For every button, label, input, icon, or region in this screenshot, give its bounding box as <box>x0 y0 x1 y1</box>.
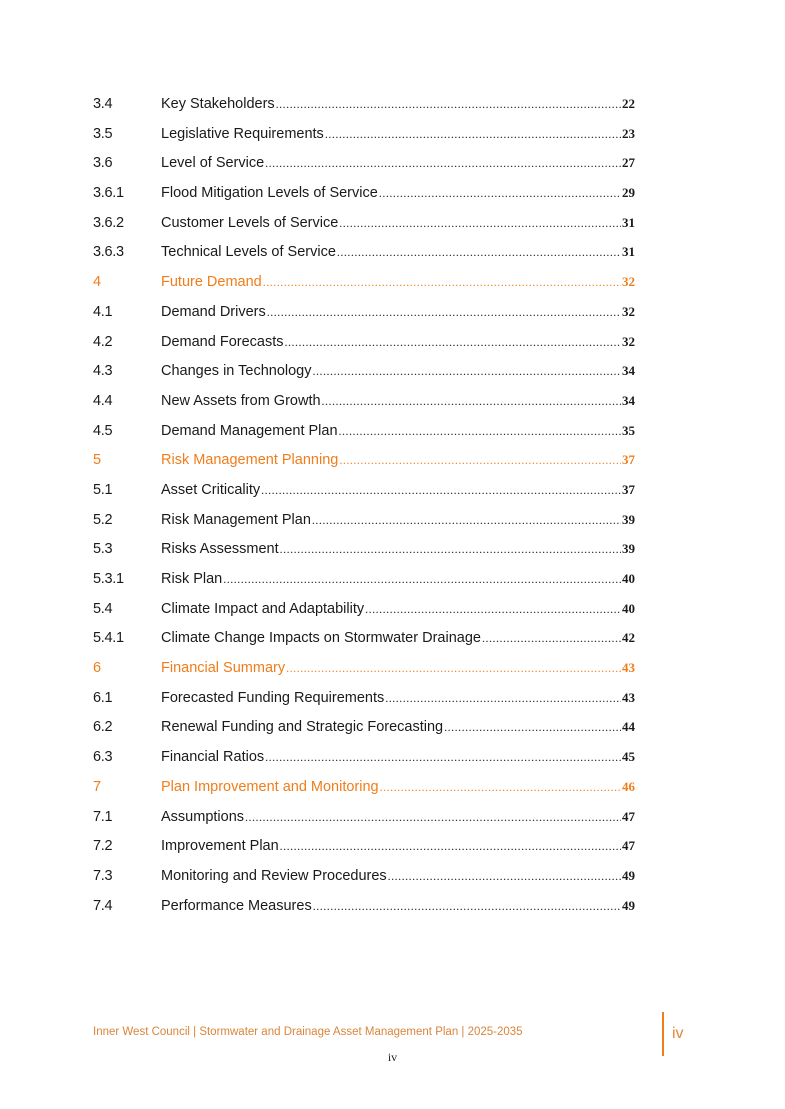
toc-entry-page[interactable]: 32 <box>622 333 635 349</box>
toc-entry-number: 4.5 <box>93 422 113 439</box>
toc-entry[interactable] <box>93 749 635 779</box>
toc-entry-number: 7 <box>93 778 101 795</box>
toc-entry-number: 3.4 <box>93 96 113 112</box>
toc-entry-title[interactable]: Legislative Requirements <box>161 125 324 142</box>
toc-entry-number: 5.2 <box>93 511 113 528</box>
toc-entry-title[interactable]: Forecasted Funding Requirements <box>161 689 385 706</box>
toc-entry[interactable] <box>93 244 635 274</box>
dot-leader <box>312 513 621 528</box>
toc-entry-page[interactable]: 45 <box>622 749 635 765</box>
toc-entry-page[interactable]: 47 <box>622 838 635 854</box>
toc-entry-number: 7.4 <box>93 897 113 914</box>
toc-entry[interactable] <box>93 809 635 839</box>
dot-leader <box>444 720 621 735</box>
dot-leader <box>280 542 621 557</box>
toc-entry-title[interactable]: Risk Plan <box>161 571 223 587</box>
toc-entry[interactable] <box>93 155 635 185</box>
toc-entry-title[interactable]: Renewal Funding and Strategic Forecasting <box>161 719 444 736</box>
toc-entry[interactable] <box>93 96 635 126</box>
toc-entry-page[interactable]: 49 <box>622 897 635 913</box>
toc-entry-number: 5 <box>93 452 101 469</box>
toc-entry-page[interactable]: 40 <box>622 600 635 616</box>
toc-chapter-entry[interactable] <box>93 660 635 690</box>
toc-entry[interactable] <box>93 601 635 631</box>
toc-entry-number: 4.4 <box>93 392 113 409</box>
toc-entry[interactable] <box>93 363 635 393</box>
toc-entry[interactable] <box>93 393 635 423</box>
dot-leader <box>380 780 621 795</box>
toc-entry-number: 3.6.2 <box>93 214 124 231</box>
dot-leader <box>280 839 621 854</box>
toc-chapter-entry[interactable] <box>93 779 635 809</box>
toc-entry-page[interactable]: 32 <box>622 303 635 319</box>
dot-leader <box>337 245 621 260</box>
toc-entry-title[interactable]: Level of Service <box>161 155 265 172</box>
dot-leader <box>322 394 621 409</box>
toc-entry-title[interactable]: Monitoring and Review Procedures <box>161 867 387 884</box>
toc-entry-number: 3.6.3 <box>93 244 124 261</box>
toc-entry-number: 4.3 <box>93 363 113 380</box>
toc-entry-page[interactable]: 47 <box>622 808 635 824</box>
toc-entry-title[interactable]: Risk Management Plan <box>161 511 311 528</box>
toc-entry-page[interactable]: 23 <box>622 125 635 141</box>
toc-entry-title[interactable]: Improvement Plan <box>161 838 279 855</box>
toc-entry-title[interactable]: Plan Improvement and Monitoring <box>161 778 379 795</box>
dot-leader <box>379 186 621 201</box>
toc-entry-number: 5.4 <box>93 600 113 617</box>
toc-entry-title[interactable]: New Assets from Growth <box>161 392 321 409</box>
dot-leader <box>286 661 621 676</box>
toc-entry[interactable] <box>93 482 635 512</box>
toc-entry-page[interactable]: 34 <box>622 392 635 408</box>
toc-entry[interactable] <box>93 334 635 364</box>
toc-entry-title[interactable]: Performance Measures <box>161 897 312 914</box>
toc-entry-number: 6 <box>93 660 101 677</box>
toc-entry-title[interactable]: Risk Management Planning <box>161 452 339 469</box>
toc-entry-page[interactable]: 40 <box>622 571 635 586</box>
dot-leader <box>265 750 621 765</box>
toc-entry-page[interactable]: 27 <box>622 155 635 171</box>
toc-chapter-entry[interactable] <box>93 274 635 304</box>
toc-entry[interactable] <box>93 630 635 660</box>
dot-leader <box>388 869 621 884</box>
toc-entry-title[interactable]: Assumptions <box>161 808 245 825</box>
dot-leader <box>285 335 622 350</box>
toc-entry-number: 6.2 <box>93 719 113 736</box>
toc-entry-page[interactable]: 31 <box>622 214 635 230</box>
toc-entry[interactable] <box>93 126 635 156</box>
dot-leader <box>276 97 621 112</box>
toc-entry-title[interactable]: Financial Summary <box>161 660 286 677</box>
toc-entry[interactable] <box>93 541 635 571</box>
toc-entry[interactable] <box>93 868 635 898</box>
toc-entry-number: 4.1 <box>93 303 113 320</box>
toc-entry-page[interactable]: 43 <box>622 689 635 705</box>
dot-leader <box>313 899 621 914</box>
toc-entry-page[interactable]: 22 <box>622 96 635 111</box>
toc-entry-title[interactable]: Customer Levels of Service <box>161 214 339 231</box>
toc-entry[interactable] <box>93 423 635 453</box>
toc-entry-title[interactable]: Asset Criticality <box>161 481 261 498</box>
toc-entry-number: 4.2 <box>93 333 113 350</box>
toc-entry-number: 3.6.1 <box>93 185 124 202</box>
toc-entry-page[interactable]: 46 <box>622 778 635 794</box>
toc-entry-page[interactable]: 39 <box>622 511 635 527</box>
toc-entry-title[interactable]: Technical Levels of Service <box>161 244 336 261</box>
toc-entry-number: 5.4.1 <box>93 630 124 647</box>
toc-entry-number: 4 <box>93 274 101 291</box>
toc-entry-page[interactable]: 37 <box>622 481 635 497</box>
toc-entry[interactable] <box>93 838 635 868</box>
toc-entry-title[interactable]: Financial Ratios <box>161 749 265 766</box>
toc-entry[interactable] <box>93 215 635 245</box>
toc-entry-page[interactable]: 49 <box>622 867 635 883</box>
dot-leader <box>482 631 621 646</box>
toc-entry[interactable] <box>93 690 635 720</box>
footer-page-label: iv <box>672 1025 684 1042</box>
page-number: iv <box>387 1050 398 1064</box>
toc-entry-number: 3.6 <box>93 155 113 172</box>
toc-entry-page[interactable]: 29 <box>622 185 635 201</box>
toc-entry-page[interactable]: 39 <box>622 541 635 557</box>
toc-entry-number: 5.3.1 <box>93 571 124 587</box>
toc-entry-number: 7.2 <box>93 838 113 855</box>
toc-entry-title[interactable]: Future Demand <box>161 274 262 291</box>
toc-entry-title[interactable]: Demand Drivers <box>161 303 266 320</box>
dot-leader <box>265 156 621 171</box>
dot-leader <box>261 483 621 498</box>
dot-leader <box>365 602 621 617</box>
toc-entry[interactable] <box>93 571 635 601</box>
toc-entry-page[interactable]: 43 <box>622 660 635 676</box>
dot-leader <box>263 275 621 290</box>
table-of-contents <box>93 96 635 927</box>
toc-entry-number: 6.1 <box>93 689 113 706</box>
dot-leader <box>339 453 621 468</box>
toc-entry-title[interactable]: Climate Impact and Adaptability <box>161 600 365 617</box>
dot-leader <box>312 364 621 379</box>
toc-entry-page[interactable]: 44 <box>622 719 635 735</box>
toc-entry-page[interactable]: 31 <box>622 244 635 260</box>
toc-chapter-entry[interactable] <box>93 452 635 482</box>
toc-entry[interactable] <box>93 719 635 749</box>
dot-leader <box>245 810 621 825</box>
toc-entry-page[interactable]: 37 <box>622 452 635 468</box>
toc-entry-number: 3.5 <box>93 125 113 142</box>
toc-entry-number: 6.3 <box>93 749 113 766</box>
toc-entry-number: 5.3 <box>93 541 113 558</box>
toc-entry[interactable] <box>93 898 635 928</box>
dot-leader <box>339 216 621 231</box>
toc-entry-title[interactable]: Flood Mitigation Levels of Service <box>161 185 378 202</box>
toc-entry-title[interactable]: Key Stakeholders <box>161 96 275 112</box>
dot-leader <box>385 691 621 706</box>
dot-leader <box>325 127 621 142</box>
toc-entry-page[interactable]: 32 <box>622 274 635 290</box>
dot-leader <box>339 424 621 439</box>
dot-leader <box>267 305 621 320</box>
dot-leader <box>223 572 621 587</box>
toc-entry[interactable] <box>93 185 635 215</box>
footer-document-title: Inner West Council | Stormwater and Drainage Asset Management Plan | 2025-2035 <box>93 1026 523 1038</box>
toc-entry-number: 5.1 <box>93 481 113 498</box>
toc-entry-title[interactable]: Climate Change Impacts on Stormwater Drainage <box>161 630 481 647</box>
toc-entry-number: 7.3 <box>93 867 113 884</box>
toc-entry-title[interactable]: Demand Forecasts <box>161 333 284 350</box>
toc-entry-title[interactable]: Risks Assessment <box>161 541 279 558</box>
toc-entry-page[interactable]: 34 <box>622 363 635 379</box>
toc-entry-page[interactable]: 42 <box>622 630 635 646</box>
toc-entry-page[interactable]: 35 <box>622 422 635 438</box>
toc-entry-title[interactable]: Demand Management Plan <box>161 422 338 439</box>
toc-entry[interactable] <box>93 304 635 334</box>
toc-entry-title[interactable]: Changes in Technology <box>161 363 312 380</box>
toc-entry[interactable] <box>93 512 635 542</box>
toc-entry-number: 7.1 <box>93 808 113 825</box>
